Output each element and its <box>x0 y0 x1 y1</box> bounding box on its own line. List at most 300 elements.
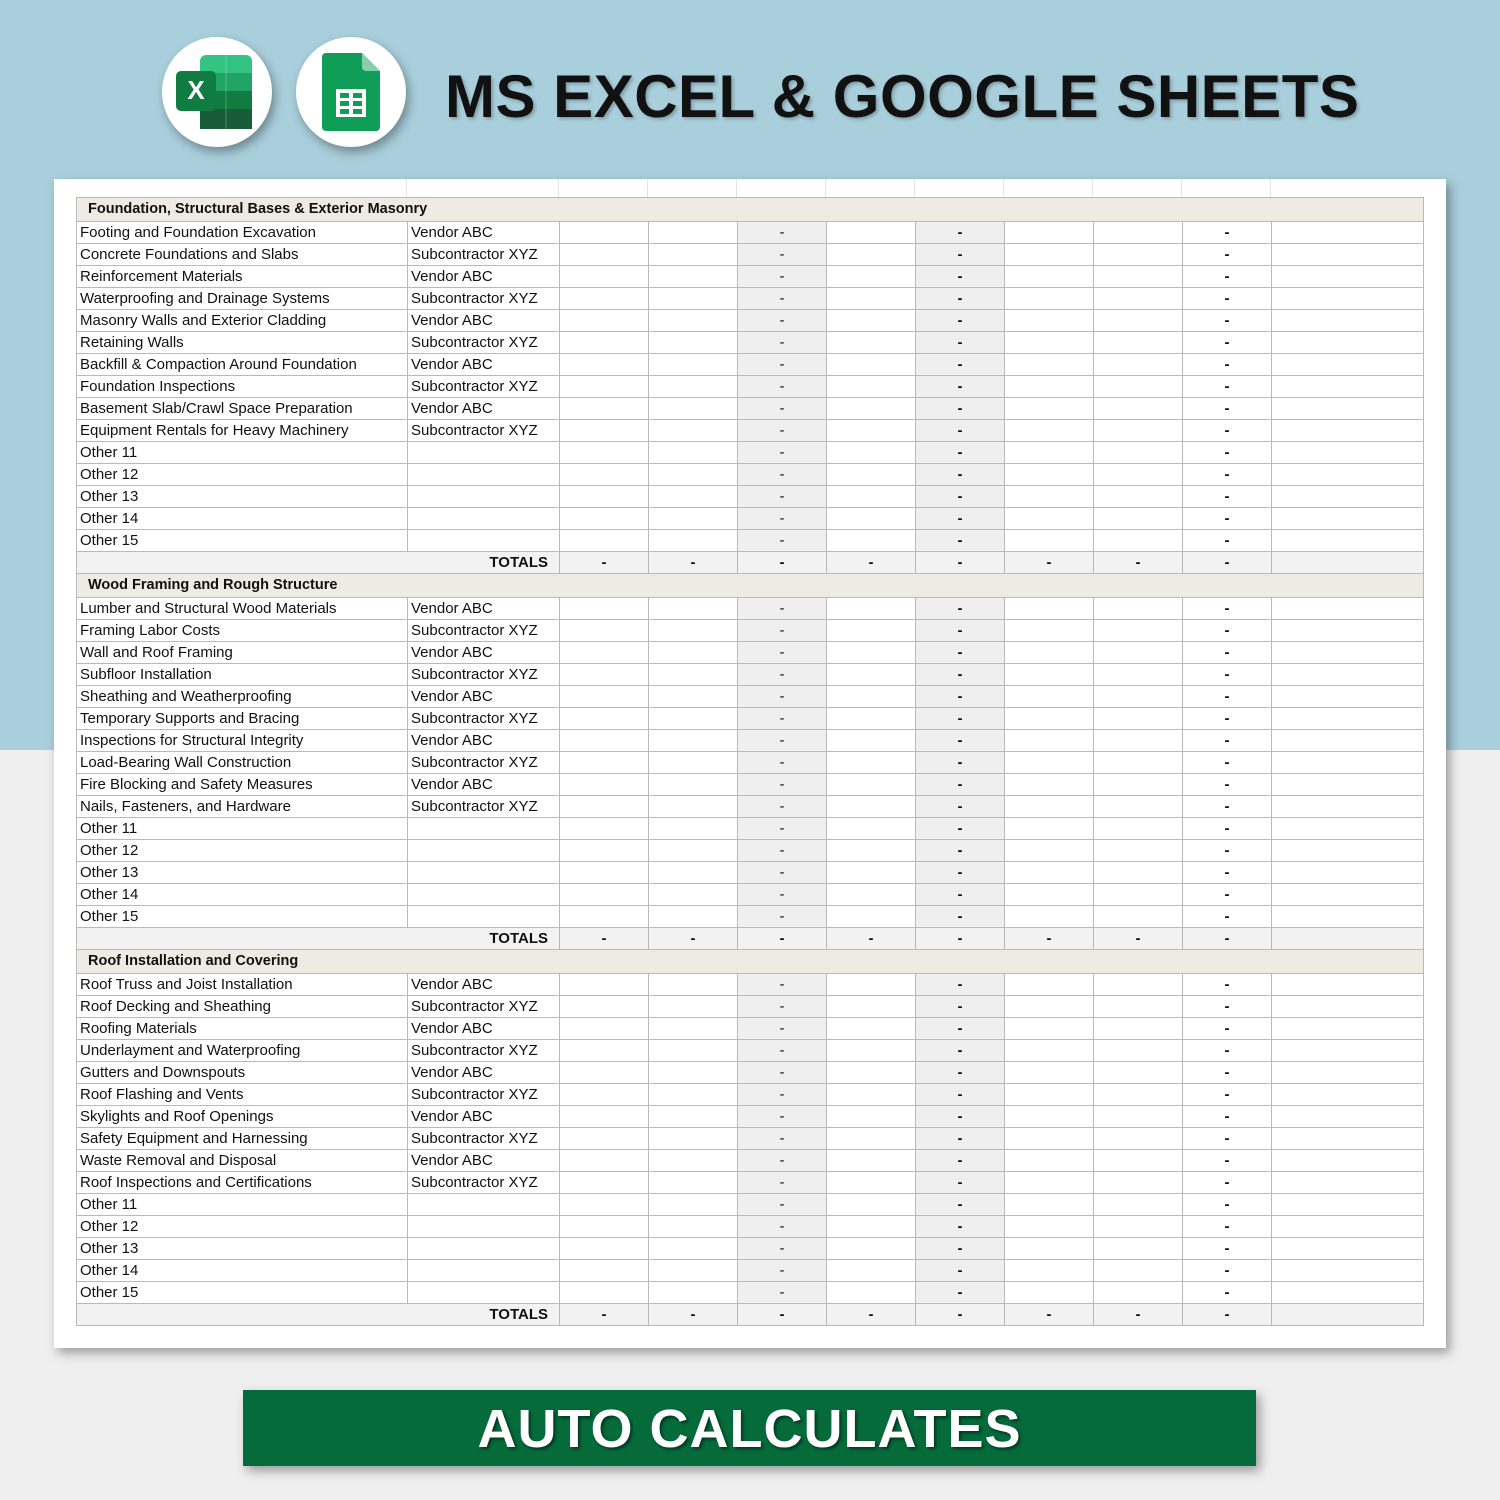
amount-cell[interactable] <box>1005 1084 1094 1106</box>
vendor-cell[interactable] <box>408 1282 560 1304</box>
amount-cell[interactable] <box>649 642 738 664</box>
amount-cell[interactable] <box>649 1260 738 1282</box>
vendor-cell[interactable] <box>408 1260 560 1282</box>
amount-cell[interactable] <box>560 530 649 552</box>
item-cell[interactable]: Framing Labor Costs <box>77 620 408 642</box>
amount-cell[interactable] <box>827 598 916 620</box>
vendor-cell[interactable]: Subcontractor XYZ <box>408 708 560 730</box>
amount-cell[interactable] <box>560 310 649 332</box>
notes-cell[interactable] <box>1272 730 1424 752</box>
amount-cell[interactable] <box>1094 818 1183 840</box>
notes-cell[interactable] <box>1272 1106 1424 1128</box>
notes-cell[interactable] <box>1272 1216 1424 1238</box>
notes-cell[interactable] <box>1272 310 1424 332</box>
amount-cell[interactable] <box>827 906 916 928</box>
notes-cell[interactable] <box>1272 376 1424 398</box>
amount-cell[interactable] <box>827 862 916 884</box>
amount-cell[interactable] <box>1005 376 1094 398</box>
item-cell[interactable]: Concrete Foundations and Slabs <box>77 244 408 266</box>
amount-cell[interactable] <box>560 1018 649 1040</box>
amount-cell[interactable] <box>827 1282 916 1304</box>
amount-cell[interactable] <box>1094 1128 1183 1150</box>
amount-cell[interactable] <box>827 222 916 244</box>
notes-cell[interactable] <box>1272 1062 1424 1084</box>
amount-cell[interactable] <box>1094 996 1183 1018</box>
amount-cell[interactable] <box>1094 1260 1183 1282</box>
amount-cell[interactable] <box>1005 1128 1094 1150</box>
amount-cell[interactable] <box>827 1216 916 1238</box>
amount-cell[interactable] <box>1094 774 1183 796</box>
item-cell[interactable]: Other 15 <box>77 1282 408 1304</box>
notes-cell[interactable] <box>1272 486 1424 508</box>
vendor-cell[interactable]: Vendor ABC <box>408 1106 560 1128</box>
amount-cell[interactable] <box>1005 1172 1094 1194</box>
amount-cell[interactable] <box>827 664 916 686</box>
vendor-cell[interactable]: Vendor ABC <box>408 598 560 620</box>
item-cell[interactable]: Other 13 <box>77 1238 408 1260</box>
amount-cell[interactable] <box>649 288 738 310</box>
amount-cell[interactable] <box>649 884 738 906</box>
vendor-cell[interactable]: Vendor ABC <box>408 686 560 708</box>
amount-cell[interactable] <box>1005 642 1094 664</box>
amount-cell[interactable] <box>1094 1194 1183 1216</box>
item-cell[interactable]: Skylights and Roof Openings <box>77 1106 408 1128</box>
item-cell[interactable]: Other 14 <box>77 1260 408 1282</box>
amount-cell[interactable] <box>560 222 649 244</box>
amount-cell[interactable] <box>1005 730 1094 752</box>
notes-cell[interactable] <box>1272 464 1424 486</box>
vendor-cell[interactable]: Vendor ABC <box>408 774 560 796</box>
amount-cell[interactable] <box>1094 1150 1183 1172</box>
amount-cell[interactable] <box>1005 464 1094 486</box>
amount-cell[interactable] <box>1094 332 1183 354</box>
amount-cell[interactable] <box>1005 354 1094 376</box>
amount-cell[interactable] <box>1094 884 1183 906</box>
item-cell[interactable]: Load-Bearing Wall Construction <box>77 752 408 774</box>
amount-cell[interactable] <box>1094 598 1183 620</box>
amount-cell[interactable] <box>1094 1216 1183 1238</box>
amount-cell[interactable] <box>649 774 738 796</box>
amount-cell[interactable] <box>1005 598 1094 620</box>
amount-cell[interactable] <box>1005 664 1094 686</box>
amount-cell[interactable] <box>649 730 738 752</box>
amount-cell[interactable] <box>649 464 738 486</box>
notes-cell[interactable] <box>1272 442 1424 464</box>
amount-cell[interactable] <box>560 1128 649 1150</box>
amount-cell[interactable] <box>827 1018 916 1040</box>
vendor-cell[interactable]: Subcontractor XYZ <box>408 420 560 442</box>
amount-cell[interactable] <box>649 354 738 376</box>
amount-cell[interactable] <box>649 686 738 708</box>
amount-cell[interactable] <box>1094 1062 1183 1084</box>
amount-cell[interactable] <box>1005 266 1094 288</box>
item-cell[interactable]: Roof Decking and Sheathing <box>77 996 408 1018</box>
amount-cell[interactable] <box>1005 1216 1094 1238</box>
amount-cell[interactable] <box>649 664 738 686</box>
amount-cell[interactable] <box>649 708 738 730</box>
amount-cell[interactable] <box>1094 530 1183 552</box>
item-cell[interactable]: Backfill & Compaction Around Foundation <box>77 354 408 376</box>
amount-cell[interactable] <box>1005 974 1094 996</box>
item-cell[interactable]: Footing and Foundation Excavation <box>77 222 408 244</box>
notes-cell[interactable] <box>1272 332 1424 354</box>
amount-cell[interactable] <box>1094 1040 1183 1062</box>
amount-cell[interactable] <box>1005 508 1094 530</box>
amount-cell[interactable] <box>560 1172 649 1194</box>
amount-cell[interactable] <box>649 1018 738 1040</box>
vendor-cell[interactable]: Vendor ABC <box>408 642 560 664</box>
amount-cell[interactable] <box>649 332 738 354</box>
amount-cell[interactable] <box>827 266 916 288</box>
amount-cell[interactable] <box>1005 530 1094 552</box>
amount-cell[interactable] <box>827 332 916 354</box>
item-cell[interactable]: Other 12 <box>77 464 408 486</box>
amount-cell[interactable] <box>649 1040 738 1062</box>
amount-cell[interactable] <box>1005 686 1094 708</box>
amount-cell[interactable] <box>827 774 916 796</box>
amount-cell[interactable] <box>827 464 916 486</box>
amount-cell[interactable] <box>827 974 916 996</box>
amount-cell[interactable] <box>560 1238 649 1260</box>
vendor-cell[interactable]: Subcontractor XYZ <box>408 664 560 686</box>
notes-cell[interactable] <box>1272 354 1424 376</box>
notes-cell[interactable] <box>1272 752 1424 774</box>
amount-cell[interactable] <box>1005 818 1094 840</box>
notes-cell[interactable] <box>1272 1260 1424 1282</box>
amount-cell[interactable] <box>649 996 738 1018</box>
amount-cell[interactable] <box>827 818 916 840</box>
vendor-cell[interactable]: Vendor ABC <box>408 974 560 996</box>
amount-cell[interactable] <box>560 1150 649 1172</box>
amount-cell[interactable] <box>649 442 738 464</box>
item-cell[interactable]: Nails, Fasteners, and Hardware <box>77 796 408 818</box>
amount-cell[interactable] <box>1094 752 1183 774</box>
item-cell[interactable]: Other 11 <box>77 818 408 840</box>
amount-cell[interactable] <box>1094 642 1183 664</box>
amount-cell[interactable] <box>827 508 916 530</box>
item-cell[interactable]: Waste Removal and Disposal <box>77 1150 408 1172</box>
vendor-cell[interactable] <box>408 1194 560 1216</box>
amount-cell[interactable] <box>1005 1238 1094 1260</box>
amount-cell[interactable] <box>560 420 649 442</box>
notes-cell[interactable] <box>1272 1150 1424 1172</box>
amount-cell[interactable] <box>1094 310 1183 332</box>
item-cell[interactable]: Other 15 <box>77 530 408 552</box>
amount-cell[interactable] <box>649 266 738 288</box>
notes-cell[interactable] <box>1272 906 1424 928</box>
amount-cell[interactable] <box>560 1062 649 1084</box>
notes-cell[interactable] <box>1272 398 1424 420</box>
amount-cell[interactable] <box>1005 398 1094 420</box>
amount-cell[interactable] <box>1005 1194 1094 1216</box>
amount-cell[interactable] <box>1094 442 1183 464</box>
amount-cell[interactable] <box>560 664 649 686</box>
amount-cell[interactable] <box>1005 1260 1094 1282</box>
amount-cell[interactable] <box>560 730 649 752</box>
amount-cell[interactable] <box>649 310 738 332</box>
amount-cell[interactable] <box>827 686 916 708</box>
amount-cell[interactable] <box>1005 332 1094 354</box>
amount-cell[interactable] <box>649 862 738 884</box>
item-cell[interactable]: Other 14 <box>77 508 408 530</box>
vendor-cell[interactable] <box>408 442 560 464</box>
notes-cell[interactable] <box>1272 620 1424 642</box>
amount-cell[interactable] <box>560 398 649 420</box>
item-cell[interactable]: Masonry Walls and Exterior Cladding <box>77 310 408 332</box>
amount-cell[interactable] <box>649 1282 738 1304</box>
amount-cell[interactable] <box>1094 686 1183 708</box>
amount-cell[interactable] <box>1094 222 1183 244</box>
notes-cell[interactable] <box>1272 598 1424 620</box>
item-cell[interactable]: Fire Blocking and Safety Measures <box>77 774 408 796</box>
notes-cell[interactable] <box>1272 862 1424 884</box>
notes-cell[interactable] <box>1272 288 1424 310</box>
vendor-cell[interactable] <box>408 906 560 928</box>
vendor-cell[interactable]: Vendor ABC <box>408 398 560 420</box>
vendor-cell[interactable]: Vendor ABC <box>408 1150 560 1172</box>
item-cell[interactable]: Safety Equipment and Harnessing <box>77 1128 408 1150</box>
vendor-cell[interactable]: Subcontractor XYZ <box>408 1040 560 1062</box>
vendor-cell[interactable]: Subcontractor XYZ <box>408 752 560 774</box>
amount-cell[interactable] <box>1005 244 1094 266</box>
amount-cell[interactable] <box>1094 244 1183 266</box>
amount-cell[interactable] <box>649 974 738 996</box>
vendor-cell[interactable]: Subcontractor XYZ <box>408 996 560 1018</box>
item-cell[interactable]: Other 11 <box>77 1194 408 1216</box>
amount-cell[interactable] <box>1094 1282 1183 1304</box>
notes-cell[interactable] <box>1272 818 1424 840</box>
amount-cell[interactable] <box>1094 1106 1183 1128</box>
amount-cell[interactable] <box>827 376 916 398</box>
amount-cell[interactable] <box>1094 464 1183 486</box>
amount-cell[interactable] <box>649 530 738 552</box>
amount-cell[interactable] <box>1005 1282 1094 1304</box>
notes-cell[interactable] <box>1272 1018 1424 1040</box>
amount-cell[interactable] <box>1005 1018 1094 1040</box>
amount-cell[interactable] <box>1005 884 1094 906</box>
amount-cell[interactable] <box>1005 620 1094 642</box>
amount-cell[interactable] <box>1094 508 1183 530</box>
amount-cell[interactable] <box>1094 354 1183 376</box>
amount-cell[interactable] <box>827 708 916 730</box>
vendor-cell[interactable]: Vendor ABC <box>408 222 560 244</box>
amount-cell[interactable] <box>649 508 738 530</box>
amount-cell[interactable] <box>827 420 916 442</box>
amount-cell[interactable] <box>827 1062 916 1084</box>
item-cell[interactable]: Sheathing and Weatherproofing <box>77 686 408 708</box>
amount-cell[interactable] <box>827 1238 916 1260</box>
amount-cell[interactable] <box>560 1282 649 1304</box>
amount-cell[interactable] <box>1005 840 1094 862</box>
notes-cell[interactable] <box>1272 244 1424 266</box>
item-cell[interactable]: Roofing Materials <box>77 1018 408 1040</box>
amount-cell[interactable] <box>1005 442 1094 464</box>
amount-cell[interactable] <box>1094 708 1183 730</box>
vendor-cell[interactable] <box>408 1216 560 1238</box>
notes-cell[interactable] <box>1272 686 1424 708</box>
amount-cell[interactable] <box>827 1106 916 1128</box>
notes-cell[interactable] <box>1272 222 1424 244</box>
notes-cell[interactable] <box>1272 420 1424 442</box>
amount-cell[interactable] <box>1005 1106 1094 1128</box>
notes-cell[interactable] <box>1272 974 1424 996</box>
amount-cell[interactable] <box>1005 796 1094 818</box>
notes-cell[interactable] <box>1272 840 1424 862</box>
item-cell[interactable]: Roof Truss and Joist Installation <box>77 974 408 996</box>
amount-cell[interactable] <box>827 752 916 774</box>
vendor-cell[interactable]: Vendor ABC <box>408 266 560 288</box>
amount-cell[interactable] <box>560 840 649 862</box>
notes-cell[interactable] <box>1272 664 1424 686</box>
amount-cell[interactable] <box>649 906 738 928</box>
amount-cell[interactable] <box>1005 1150 1094 1172</box>
vendor-cell[interactable]: Subcontractor XYZ <box>408 796 560 818</box>
amount-cell[interactable] <box>1094 398 1183 420</box>
amount-cell[interactable] <box>649 1150 738 1172</box>
amount-cell[interactable] <box>560 288 649 310</box>
amount-cell[interactable] <box>827 1172 916 1194</box>
notes-cell[interactable] <box>1272 774 1424 796</box>
vendor-cell[interactable]: Subcontractor XYZ <box>408 1084 560 1106</box>
amount-cell[interactable] <box>649 818 738 840</box>
amount-cell[interactable] <box>1094 1238 1183 1260</box>
notes-cell[interactable] <box>1272 996 1424 1018</box>
amount-cell[interactable] <box>1094 1084 1183 1106</box>
vendor-cell[interactable]: Vendor ABC <box>408 354 560 376</box>
amount-cell[interactable] <box>1094 906 1183 928</box>
amount-cell[interactable] <box>649 1062 738 1084</box>
amount-cell[interactable] <box>560 996 649 1018</box>
vendor-cell[interactable]: Vendor ABC <box>408 310 560 332</box>
amount-cell[interactable] <box>649 486 738 508</box>
amount-cell[interactable] <box>560 974 649 996</box>
item-cell[interactable]: Other 12 <box>77 1216 408 1238</box>
item-cell[interactable]: Other 11 <box>77 442 408 464</box>
amount-cell[interactable] <box>1005 862 1094 884</box>
notes-cell[interactable] <box>1272 642 1424 664</box>
vendor-cell[interactable] <box>408 486 560 508</box>
amount-cell[interactable] <box>1094 266 1183 288</box>
notes-cell[interactable] <box>1272 708 1424 730</box>
amount-cell[interactable] <box>1005 996 1094 1018</box>
amount-cell[interactable] <box>1094 420 1183 442</box>
vendor-cell[interactable] <box>408 818 560 840</box>
amount-cell[interactable] <box>560 1106 649 1128</box>
item-cell[interactable]: Wall and Roof Framing <box>77 642 408 664</box>
amount-cell[interactable] <box>649 1172 738 1194</box>
amount-cell[interactable] <box>827 398 916 420</box>
amount-cell[interactable] <box>827 530 916 552</box>
item-cell[interactable]: Temporary Supports and Bracing <box>77 708 408 730</box>
item-cell[interactable]: Other 13 <box>77 862 408 884</box>
amount-cell[interactable] <box>827 884 916 906</box>
item-cell[interactable]: Lumber and Structural Wood Materials <box>77 598 408 620</box>
vendor-cell[interactable] <box>408 840 560 862</box>
amount-cell[interactable] <box>1005 906 1094 928</box>
amount-cell[interactable] <box>1005 486 1094 508</box>
item-cell[interactable]: Retaining Walls <box>77 332 408 354</box>
item-cell[interactable]: Other 15 <box>77 906 408 928</box>
amount-cell[interactable] <box>649 244 738 266</box>
vendor-cell[interactable]: Subcontractor XYZ <box>408 1128 560 1150</box>
amount-cell[interactable] <box>1094 840 1183 862</box>
amount-cell[interactable] <box>827 244 916 266</box>
amount-cell[interactable] <box>560 464 649 486</box>
vendor-cell[interactable] <box>408 530 560 552</box>
vendor-cell[interactable] <box>408 508 560 530</box>
amount-cell[interactable] <box>560 774 649 796</box>
amount-cell[interactable] <box>827 620 916 642</box>
amount-cell[interactable] <box>1094 862 1183 884</box>
amount-cell[interactable] <box>560 442 649 464</box>
amount-cell[interactable] <box>649 1084 738 1106</box>
item-cell[interactable]: Reinforcement Materials <box>77 266 408 288</box>
notes-cell[interactable] <box>1272 1282 1424 1304</box>
amount-cell[interactable] <box>649 376 738 398</box>
amount-cell[interactable] <box>649 1194 738 1216</box>
amount-cell[interactable] <box>560 1040 649 1062</box>
amount-cell[interactable] <box>560 1216 649 1238</box>
amount-cell[interactable] <box>560 332 649 354</box>
amount-cell[interactable] <box>827 354 916 376</box>
amount-cell[interactable] <box>560 1194 649 1216</box>
amount-cell[interactable] <box>649 1106 738 1128</box>
notes-cell[interactable] <box>1272 1128 1424 1150</box>
amount-cell[interactable] <box>1005 1062 1094 1084</box>
item-cell[interactable]: Basement Slab/Crawl Space Preparation <box>77 398 408 420</box>
amount-cell[interactable] <box>560 1084 649 1106</box>
amount-cell[interactable] <box>560 508 649 530</box>
amount-cell[interactable] <box>827 288 916 310</box>
amount-cell[interactable] <box>1094 1172 1183 1194</box>
amount-cell[interactable] <box>560 642 649 664</box>
amount-cell[interactable] <box>649 620 738 642</box>
amount-cell[interactable] <box>1005 288 1094 310</box>
amount-cell[interactable] <box>827 1084 916 1106</box>
item-cell[interactable]: Other 12 <box>77 840 408 862</box>
amount-cell[interactable] <box>1094 1018 1183 1040</box>
amount-cell[interactable] <box>1094 620 1183 642</box>
amount-cell[interactable] <box>1094 376 1183 398</box>
notes-cell[interactable] <box>1272 530 1424 552</box>
amount-cell[interactable] <box>1005 310 1094 332</box>
item-cell[interactable]: Other 13 <box>77 486 408 508</box>
vendor-cell[interactable] <box>408 464 560 486</box>
amount-cell[interactable] <box>649 796 738 818</box>
amount-cell[interactable] <box>649 598 738 620</box>
amount-cell[interactable] <box>560 818 649 840</box>
vendor-cell[interactable]: Subcontractor XYZ <box>408 244 560 266</box>
amount-cell[interactable] <box>560 708 649 730</box>
item-cell[interactable]: Underlayment and Waterproofing <box>77 1040 408 1062</box>
amount-cell[interactable] <box>1094 974 1183 996</box>
amount-cell[interactable] <box>560 884 649 906</box>
vendor-cell[interactable] <box>408 1238 560 1260</box>
vendor-cell[interactable] <box>408 884 560 906</box>
item-cell[interactable]: Other 14 <box>77 884 408 906</box>
vendor-cell[interactable]: Subcontractor XYZ <box>408 1172 560 1194</box>
amount-cell[interactable] <box>1094 664 1183 686</box>
amount-cell[interactable] <box>1094 288 1183 310</box>
amount-cell[interactable] <box>827 486 916 508</box>
amount-cell[interactable] <box>1005 222 1094 244</box>
amount-cell[interactable] <box>1094 730 1183 752</box>
notes-cell[interactable] <box>1272 1040 1424 1062</box>
amount-cell[interactable] <box>827 796 916 818</box>
amount-cell[interactable] <box>827 1260 916 1282</box>
amount-cell[interactable] <box>560 862 649 884</box>
item-cell[interactable]: Foundation Inspections <box>77 376 408 398</box>
